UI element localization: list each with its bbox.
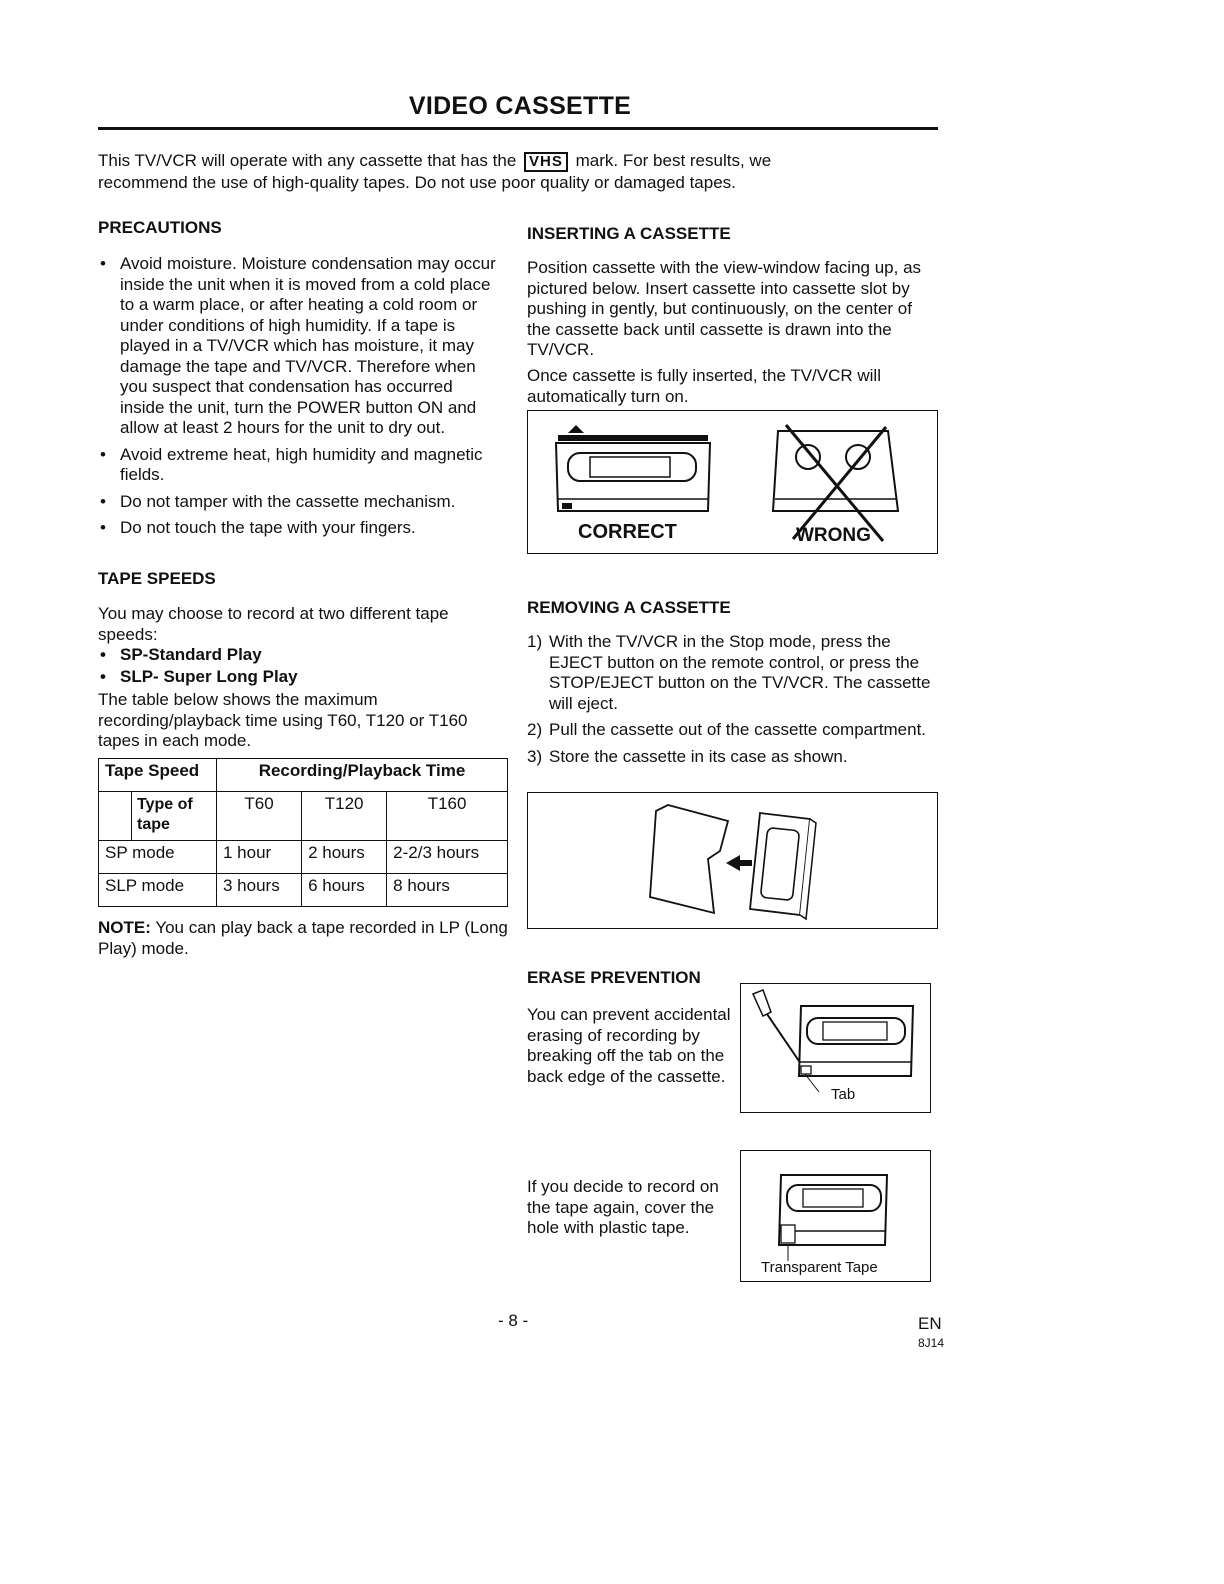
correct-cassette-icon (556, 425, 710, 511)
table-cell: 3 hours (217, 874, 302, 907)
table-row (99, 874, 508, 907)
table-cell: T60 (217, 792, 302, 841)
note-text: You can play back a tape recorded in LP (Long Play) mode. (98, 918, 508, 958)
page-number: - 8 - (498, 1311, 529, 1330)
cassette-icon (779, 1175, 887, 1245)
list-item (527, 720, 932, 741)
type-of-tape-label: Type of tape (131, 792, 216, 840)
list-item: • Avoid moisture. Moisture condensation may occur inside the unit when it is moved from a cold place to a warm place, or after heating a cold room or under conditions of high humidity. If a tape is played in a TV/VCR which has moisture, it may damage the tape and TV/VCR. Therefore when you suspect that condensation has occurred inside the unit, turn the POWER button ON and allow at least 2 hours for the unit to dry out. (98, 254, 498, 439)
language-code: EN (918, 1314, 942, 1333)
erase-paragraph-1: You can prevent accidental erasing of recording by breaking off the tab on the back edge of the cassette. (527, 1005, 731, 1086)
document-code: 8J14 (918, 1336, 945, 1350)
step-number: 1) (527, 632, 543, 651)
list-item: • Avoid extreme heat, high humidity and magnetic fields. (98, 445, 498, 486)
title-rule (98, 127, 938, 130)
list-item (527, 747, 932, 768)
table-cell: 8 hours (387, 874, 508, 907)
wrong-cassette-icon (773, 425, 898, 541)
table-row (99, 759, 508, 792)
table-header-speed: Tape Speed (99, 759, 217, 792)
remove-illustration-box (527, 792, 938, 929)
erase-paragraph-2: If you decide to record on the tape again, cover the hole with plastic tape. (527, 1177, 719, 1237)
step-number: 3) (527, 746, 543, 766)
table-cell: T120 (302, 792, 387, 841)
cassette-icon (799, 1006, 913, 1076)
tape-speed-table (98, 758, 508, 907)
table-cell: T160 (387, 792, 508, 841)
step-text: Pull the cassette out of the cassette compartment. (549, 720, 927, 739)
inserting-paragraph-1: Position cassette with the view-window facing up, as pictured below. Insert cassette into cassette slot by pushing in gently, but continuously, on the center of the cassette back until cassette is drawn into the TV/VCR. (527, 258, 922, 359)
screwdriver-icon (753, 990, 801, 1064)
step-text: Store the cassette in its case as shown. (549, 746, 848, 766)
note-label: NOTE: (98, 918, 151, 937)
transparent-tape-label: Transparent Tape (761, 1259, 878, 1276)
table-cell: SLP mode (99, 874, 217, 907)
table-row (99, 841, 508, 874)
list-item: • Do not tamper with the cassette mechanism. (98, 492, 498, 513)
precautions-list (98, 254, 498, 545)
table-row (99, 792, 508, 841)
table-header-time: Recording/Playback Time (217, 759, 508, 792)
erase-heading: ERASE PREVENTION (527, 968, 701, 987)
table-cell: 6 hours (302, 874, 387, 907)
note (98, 918, 508, 959)
list-item: • SLP- Super Long Play (98, 667, 498, 688)
table-cell: 1 hour (217, 841, 302, 874)
insert-illustration-box (527, 410, 938, 554)
step-number: 2) (527, 720, 543, 739)
intro-text-before: This TV/VCR will operate with any cassette that has the (98, 151, 517, 170)
page-title: VIDEO CASSETTE (408, 92, 632, 120)
cassette-icon (750, 813, 816, 919)
wrong-label: WRONG (796, 525, 871, 546)
inserting-paragraph-2: Once cassette is fully inserted, the TV/VCR will automatically turn on. (527, 366, 881, 406)
tape-speeds-desc: The table below shows the maximum recording/playback time using T60, T120 or T160 tapes in each mode. (98, 690, 468, 750)
intro-paragraph (98, 150, 858, 193)
transparent-tape-illustration-box (740, 1150, 931, 1282)
removing-steps (527, 632, 932, 773)
tape-speeds-heading: TAPE SPEEDS (98, 569, 216, 588)
vhs-logo: VHS (524, 152, 568, 172)
table-cell: SP mode (99, 841, 217, 874)
removing-heading: REMOVING A CASSETTE (527, 598, 731, 617)
precautions-heading: PRECAUTIONS (98, 218, 222, 237)
table-cell: 2 hours (302, 841, 387, 874)
list-item: • SP-Standard Play (98, 645, 498, 666)
tab-label: Tab (831, 1086, 856, 1103)
table-cell: 2-2/3 hours (387, 841, 508, 874)
tab-illustration-box (740, 983, 931, 1113)
arrow-left-icon (726, 855, 752, 871)
inserting-heading: INSERTING A CASSETTE (527, 224, 731, 243)
cassette-case-icon (650, 805, 728, 913)
intro-text-after: mark. For best results, we recommend the use of high-quality tapes. Do not use poor quality or damaged tapes. (98, 151, 772, 192)
list-item (527, 632, 932, 714)
step-text: With the TV/VCR in the Stop mode, press the EJECT button on the remote control, or press the STOP/EJECT button on the TV/VCR. The cassette will eject. (549, 632, 931, 713)
correct-label: CORRECT (578, 521, 677, 543)
list-item: • Do not touch the tape with your fingers. (98, 518, 498, 539)
cassette-into-case-illustration (528, 793, 937, 928)
type-of-tape-cell (99, 792, 217, 841)
speed-modes-list (98, 645, 498, 687)
tape-speeds-intro: You may choose to record at two different tape speeds: (98, 604, 449, 644)
